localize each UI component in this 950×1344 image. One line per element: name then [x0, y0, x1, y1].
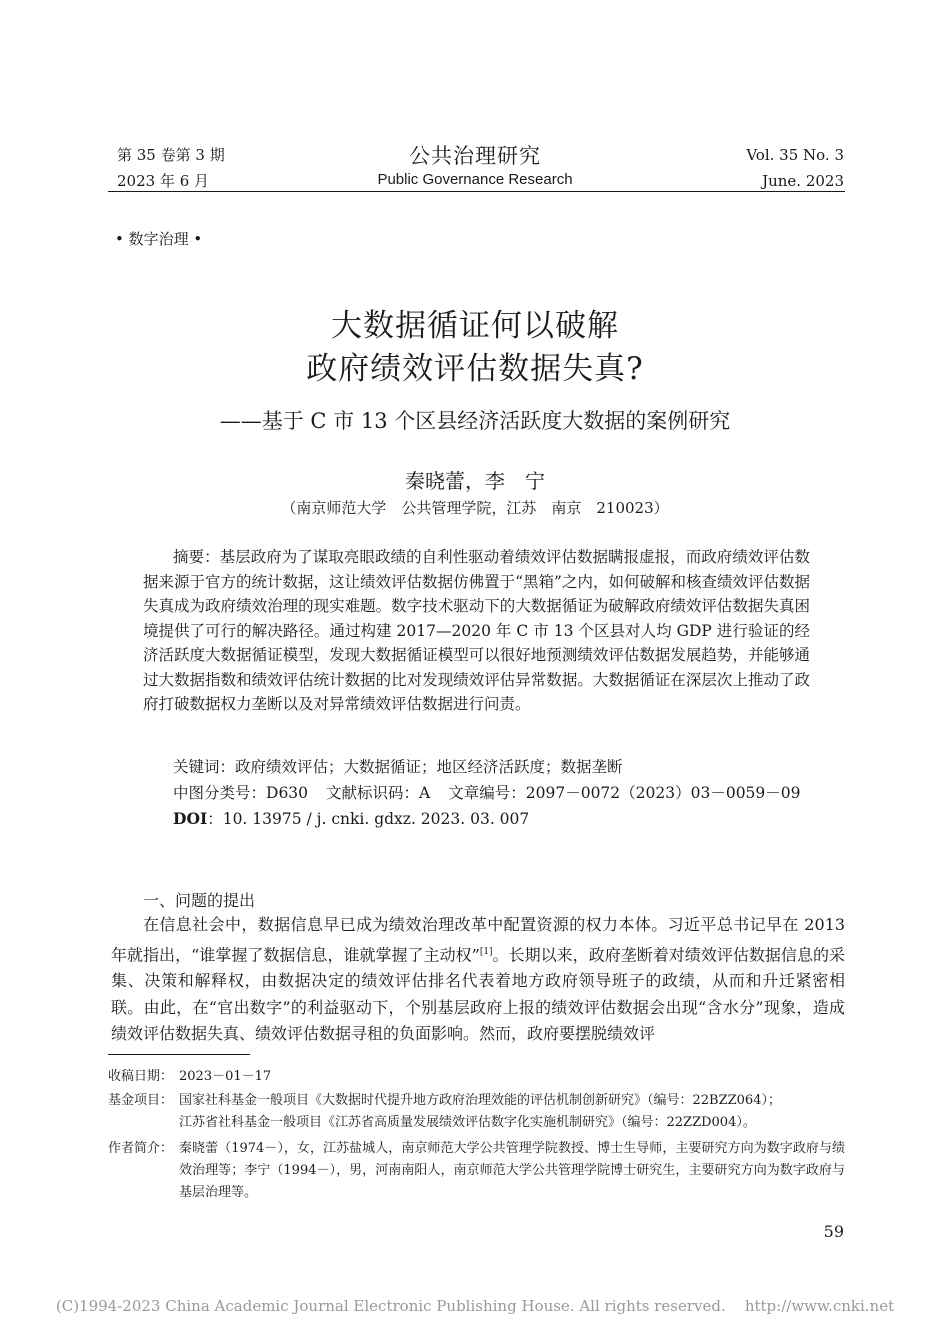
abstract: [143, 545, 810, 717]
copyright-watermark: (C)1994-2023 China Academic Journal Electronic Publishing House. All rights reserved. http://www.cnki.net: [55, 1297, 895, 1315]
fund-project-2: 江苏省社科基金一般项目《江苏省高质量发展绩效评估数字化实施机制研究》（编号：22ZZD004）。: [179, 1115, 756, 1130]
date-en: June. 2023: [762, 172, 844, 190]
header-rule: [108, 191, 845, 192]
volume-issue: 第 35 卷第 3 期: [117, 146, 225, 164]
authors: 秦晓蕾，李 宁: [405, 469, 545, 493]
footnote-rule: [108, 1054, 250, 1055]
keywords-text: 政府绩效评估；大数据循证；地区经济活跃度；数据垄断: [235, 758, 623, 776]
fund-label: 基金项目：: [108, 1093, 174, 1108]
body-text-part-2: 。长期以来，政府垄断着对绩效评估数据信息的采集、决策和解释权，由数据决定的绩效评估排名代表着地方政府领导班子的政绩，从而和升迁紧密相联。由此，在“官出数字”的利益驱动下，个别基层政府上报的绩效评估数据会出现“含水分”现象，造成绩效评估数据失真、绩效评估数据寻租的负面影响。然而，政府要摆脱绩效评: [111, 944, 845, 1044]
title-line-1: 大数据循证何以破解: [331, 308, 619, 344]
clc-value: D630: [266, 784, 309, 802]
abstract-label: 摘要：: [173, 548, 220, 566]
journal-title-cn: 公共治理研究: [409, 144, 541, 168]
citation-ref: [1]: [479, 946, 493, 957]
section-heading: 一、问题的提出: [143, 891, 256, 910]
abstract-text: 基层政府为了谋取亮眼政绩的自利性驱动着绩效评估数据瞒报虚报，而政府绩效评估数据来源于官方的统计数据，这让绩效评估数据仿佛置于“黑箱”之内，如何破解和核查绩效评估数据失真成为政府绩效治理的现实难题。数字技术驱动下的大数据循证为破解政府绩效评估数据失真困境提供了可行的解决路径。通过构建 2017—2020 年 C 市 13 个区县对人均 GDP 进行验证的经济活跃度大数据循证模型，发现大数据循证模型可以很好地预测绩效评估数据发展趋势，并能够通过大数据指数和绩效评估统计数据的比对发现绩效评估异常数据。大数据循证在深层次上推动了政府打破数据权力垄断以及对异常绩效评估数据进行问责。: [143, 548, 810, 713]
affiliation: （南京师范大学 公共管理学院，江苏 南京 210023）: [281, 499, 669, 517]
date-cn: 2023 年 6 月: [117, 172, 210, 190]
doi-label: DOI: [173, 809, 208, 828]
volume-issue-en: Vol. 35 No. 3: [746, 146, 844, 164]
keywords: [173, 755, 623, 779]
subtitle: ——基于 C 市 13 个区县经济活跃度大数据的案例研究: [219, 409, 731, 433]
body-paragraph: [111, 912, 845, 1048]
page-number: 59: [823, 1222, 844, 1241]
doi-value: ：10. 13975 / j. cnki. gdxz. 2023. 03. 007: [207, 810, 530, 828]
clc-label: 中图分类号：: [173, 784, 267, 802]
received-label: 收稿日期：: [108, 1069, 174, 1084]
article-no-label: 文章编号：: [448, 784, 526, 802]
received-date: 2023－01－17: [179, 1069, 272, 1084]
title-line-2: 政府绩效评估数据失真?: [306, 351, 644, 387]
keywords-label: 关键词：: [173, 758, 236, 776]
fund-project-1: 国家社科基金一般项目《大数据时代提升地方政府治理效能的评估机制创新研究》（编号：22BZZ064）；: [179, 1093, 781, 1108]
author-bio: 秦晓蕾（1974－），女，江苏盐城人，南京师范大学公共管理学院教授、博士生导师，主要研究方向为数字政府与绩效治理等；李宁（1994－），男，河南南阳人，南京师范大学公共管理学院博士研究生，主要研究方向为数字政府与基层治理等。: [179, 1141, 845, 1200]
classification: [173, 781, 801, 805]
doc-code-value: A: [419, 784, 431, 802]
article-no-value: 2097－0072（2023）03－0059－09: [525, 784, 801, 802]
doi: [173, 807, 529, 831]
doc-code-label: 文献标识码：: [326, 784, 420, 802]
journal-title-en: Public Governance Research: [377, 171, 573, 188]
column-tag: • 数字治理 •: [115, 230, 203, 248]
body-text-part-1: 在信息社会中，数据信息早已成为绩效治理改革中配置资源的权力本体。习近平总书记早在 2013 年就指出，“谁掌握了数据信息，谁就掌握了主动权”: [111, 915, 845, 964]
author-bio-label: 作者简介：: [108, 1141, 174, 1156]
